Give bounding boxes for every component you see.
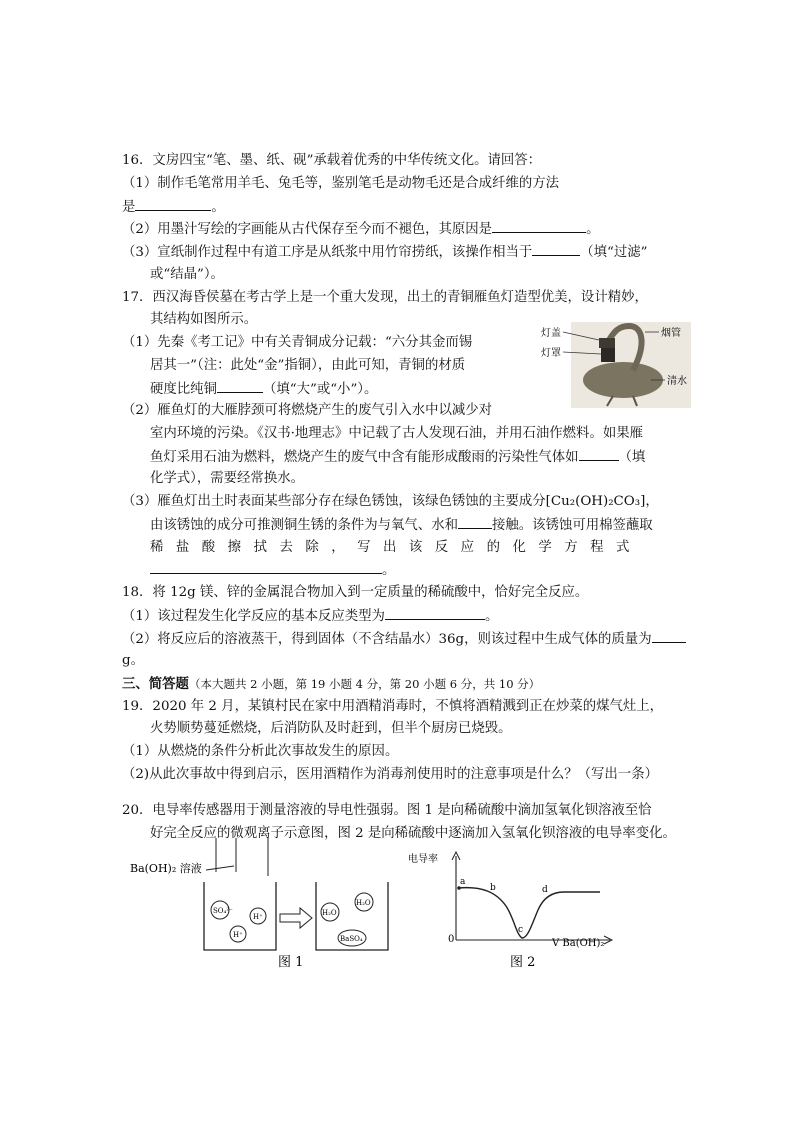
figure-1-ion-diagram (128, 836, 418, 972)
answer-blank[interactable] (385, 607, 485, 620)
q17-stem-cont: 其结构如图所示。 (150, 312, 258, 327)
q17-part2-end: 化学式），需要经常换水。 (150, 471, 304, 486)
answer-blank[interactable] (135, 198, 211, 211)
x-axis-label: V Ba(OH)₂ (552, 938, 605, 949)
molecule-h2o: H₂O (356, 899, 371, 907)
point-b: b (490, 883, 496, 893)
q17-part2: （2）雁鱼灯的大雁脖颈可将燃烧产生的废气引入水中以减少对 (122, 403, 493, 418)
figure-1-caption: 图 1 (278, 955, 304, 970)
point-a: a (460, 877, 466, 887)
point-d: d (542, 885, 548, 895)
q16-part1: （1）制作毛笔常用羊毛、兔毛等，鉴别笔毛是动物毛还是合成纤维的方法 (122, 176, 560, 191)
q16-part2: （2）用墨汁写绘的字画能从古代保存至今而不褪色，其原因是 。 (122, 222, 600, 237)
q19-part1: （1）从燃烧的条件分析此次事故发生的原因。 (122, 744, 399, 759)
q17-part2-cont: 室内环境的污染。《汉书·地理志》中记载了古人发现石油，并用石油作燃料。如果雁 (150, 426, 644, 441)
q16-part3: （3）宣纸制作过程中有道工序是从纸浆中用竹帘捞纸，该操作相当于 （填“过滤” (122, 245, 648, 260)
lamp-cover (599, 338, 615, 348)
lamp-shade (601, 348, 615, 362)
q17-part1-cont: 居其一”（注：此处“金”指铜），由此可知，青铜的材质 (150, 358, 466, 373)
q16-part1-answer: 是 。 (122, 200, 225, 215)
section-3-heading (122, 675, 540, 694)
q20-stem: 20．电导率传感器用于测量溶液的导电性强弱。图 1 是向稀硫酸中滴加氢氧化钡溶液至恰 (122, 803, 652, 818)
q19-stem: 19．2020 年 2 月，某镇村民在家中用酒精消毒时，不慎将酒精溅到正在炒菜的煤气灶上， (122, 699, 664, 714)
ion-so4: SO₄²⁻ (213, 907, 233, 915)
conductivity-curve (458, 888, 600, 938)
q17-part1: （1）先秦《考工记》中有关青铜成分记载：“六分其金而锡 (122, 335, 473, 350)
q18-part2: （2）将反应后的溶液蒸干，得到固体（不含结晶水）36g，则该过程中生成气体的质量为 (122, 630, 686, 649)
answer-blank[interactable] (150, 561, 382, 574)
answer-blank[interactable] (217, 380, 263, 393)
q16-stem: 16．文房四宝“笔、墨、纸、砚”承载着优秀的中华传统文化。请回答： (122, 153, 542, 168)
answer-blank[interactable] (458, 516, 492, 529)
section-title: 三、简答题 (122, 676, 189, 692)
ion-h: H⁺ (233, 931, 243, 939)
molecule-h2o: H₂O (322, 909, 337, 917)
reaction-arrow (280, 908, 312, 928)
figure-2-conductivity-graph (404, 846, 624, 972)
q17-part3: （3）雁鱼灯出土时表面某些部分存在绿色锈蚀，该绿色锈蚀的主要成分[Cu₂(OH)₂CO₃]， (122, 494, 659, 509)
y-axis-label: 电导率 (408, 854, 438, 865)
point-c: c (518, 925, 524, 935)
precipitate: BaSO₄ (340, 935, 363, 943)
q20-stem-cont: 好完全反应的微观离子示意图，图 2 是向稀硫酸中逐滴加入氢氧化钡溶液的电导率变化。 (150, 826, 676, 841)
q19-part2: （2)从此次事故中得到启示，医用酒精作为消毒剂使用时的注意事项是什么？（写出一条） (122, 767, 658, 782)
label-lamp-cover: 灯盖 (541, 328, 561, 339)
label-lamp-shade: 灯罩 (541, 348, 561, 359)
dropper-pointer (206, 866, 234, 870)
bronze-lamp-figure (533, 318, 703, 410)
q18-part2-unit: g。 (122, 653, 144, 668)
answer-blank[interactable] (652, 630, 686, 643)
ion-h: H⁺ (253, 913, 263, 921)
q18-part1: （1）该过程发生化学反应的基本反应类型为 。 (122, 609, 499, 624)
answer-blank[interactable] (579, 448, 619, 461)
label-water: 清水 (667, 376, 687, 387)
section-note: （本大题共 2 小题，第 19 小题 4 分，第 20 小题 6 分，共 10 分） (188, 677, 541, 691)
q17-stem: 17．西汉海昏侯墓在考古学上是一个重大发现，出土的青铜雁鱼灯造型优美，设计精妙， (122, 290, 648, 305)
q19-stem-cont: 火势顺势蔓延燃烧，后消防队及时赶到，但半个厨房已烧毁。 (150, 721, 512, 736)
reagent-label: Ba(OH)₂ 溶液 (130, 862, 202, 875)
q17-part3-cont: 由该锈蚀的成分可推测铜生锈的条件为与氧气、水和 接触。该锈蚀可用棉签蘸取 (150, 518, 653, 533)
answer-blank[interactable] (532, 243, 580, 256)
answer-blank[interactable] (492, 220, 586, 233)
q17-part3-answer: 。 (150, 561, 395, 580)
origin-label: 0 (448, 934, 455, 945)
q17-part1-answer: 硬度比纯铜 （填“大”或“小”）。 (150, 382, 378, 397)
figure-2-caption: 图 2 (510, 955, 536, 970)
q18-stem: 18．将 12g 镁、锌的金属混合物加入到一定质量的稀硫酸中，恰好完全反应。 (122, 585, 589, 600)
q16-part3-cont: 或“结晶”）。 (150, 267, 224, 282)
label-chimney: 烟管 (661, 328, 681, 339)
q17-part3-equation-prompt: 稀盐酸擦拭去除，写出该反应的化学方程式 (150, 540, 642, 555)
q17-part2-answer: 鱼灯采用石油为燃料，燃烧产生的废气中含有能形成酸雨的污染性气体如 （填 (150, 450, 646, 465)
